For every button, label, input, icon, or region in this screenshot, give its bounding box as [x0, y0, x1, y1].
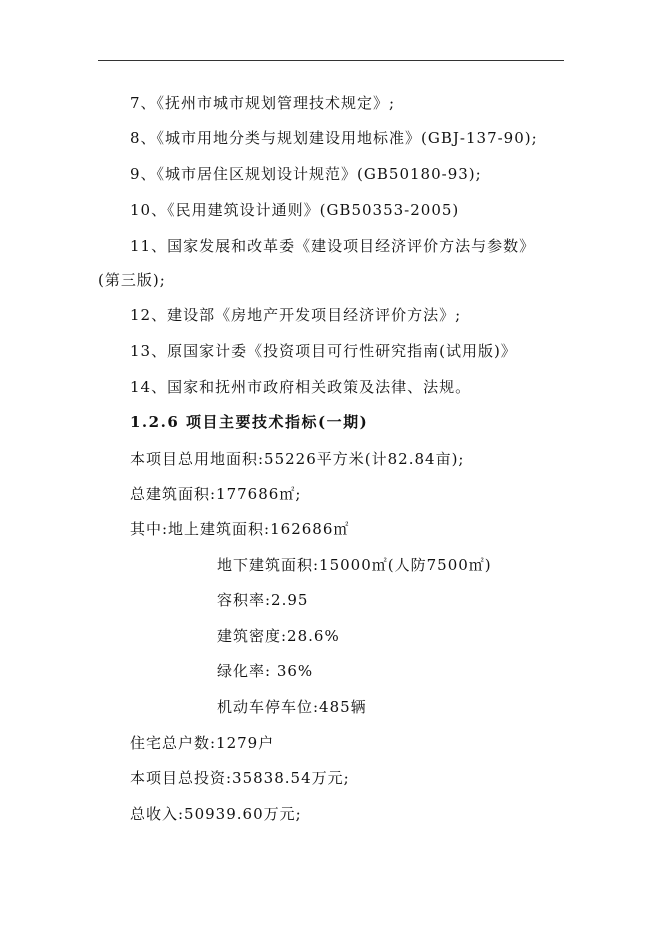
reference-item: 12、建设部《房地产开发项目经济评价方法》;: [130, 306, 462, 324]
reference-item: 13、原国家计委《投资项目可行性研究指南(试用版)》: [130, 342, 517, 360]
indicator-line: 机动车停车位:485辆: [217, 698, 367, 716]
indicator-line: 总收入:50939.60万元;: [130, 805, 302, 823]
header-rule: [98, 60, 564, 61]
indicator-line: 住宅总户数:1279户: [130, 734, 275, 752]
reference-item: 8、《城市用地分类与规划建设用地标准》(GBJ-137-90);: [130, 129, 538, 147]
reference-item: 10、《民用建筑设计通则》(GB50353-2005): [130, 201, 460, 219]
section-heading: 1.2.6 项目主要技术指标(一期): [130, 413, 369, 431]
indicator-line: 容积率:2.95: [217, 591, 309, 609]
indicator-line: 本项目总投资:35838.54万元;: [130, 769, 350, 787]
indicator-line: 绿化率: 36%: [217, 662, 314, 680]
reference-item: 11、国家发展和改革委《建设项目经济评价方法与参数》: [130, 237, 536, 255]
indicator-line: 本项目总用地面积:55226平方米(计82.84亩);: [130, 450, 465, 468]
reference-item-continuation: (第三版);: [98, 271, 166, 289]
indicator-line: 其中:地上建筑面积:162686㎡: [130, 520, 350, 538]
indicator-line: 地下建筑面积:15000㎡(人防7500㎡): [217, 556, 492, 574]
reference-item: 14、国家和抚州市政府相关政策及法律、法规。: [130, 378, 472, 396]
reference-item: 7、《抚州市城市规划管理技术规定》;: [130, 94, 396, 112]
indicator-line: 建筑密度:28.6%: [217, 627, 340, 645]
indicator-line: 总建筑面积:177686㎡;: [130, 485, 302, 503]
reference-item: 9、《城市居住区规划设计规范》(GB50180-93);: [130, 165, 482, 183]
